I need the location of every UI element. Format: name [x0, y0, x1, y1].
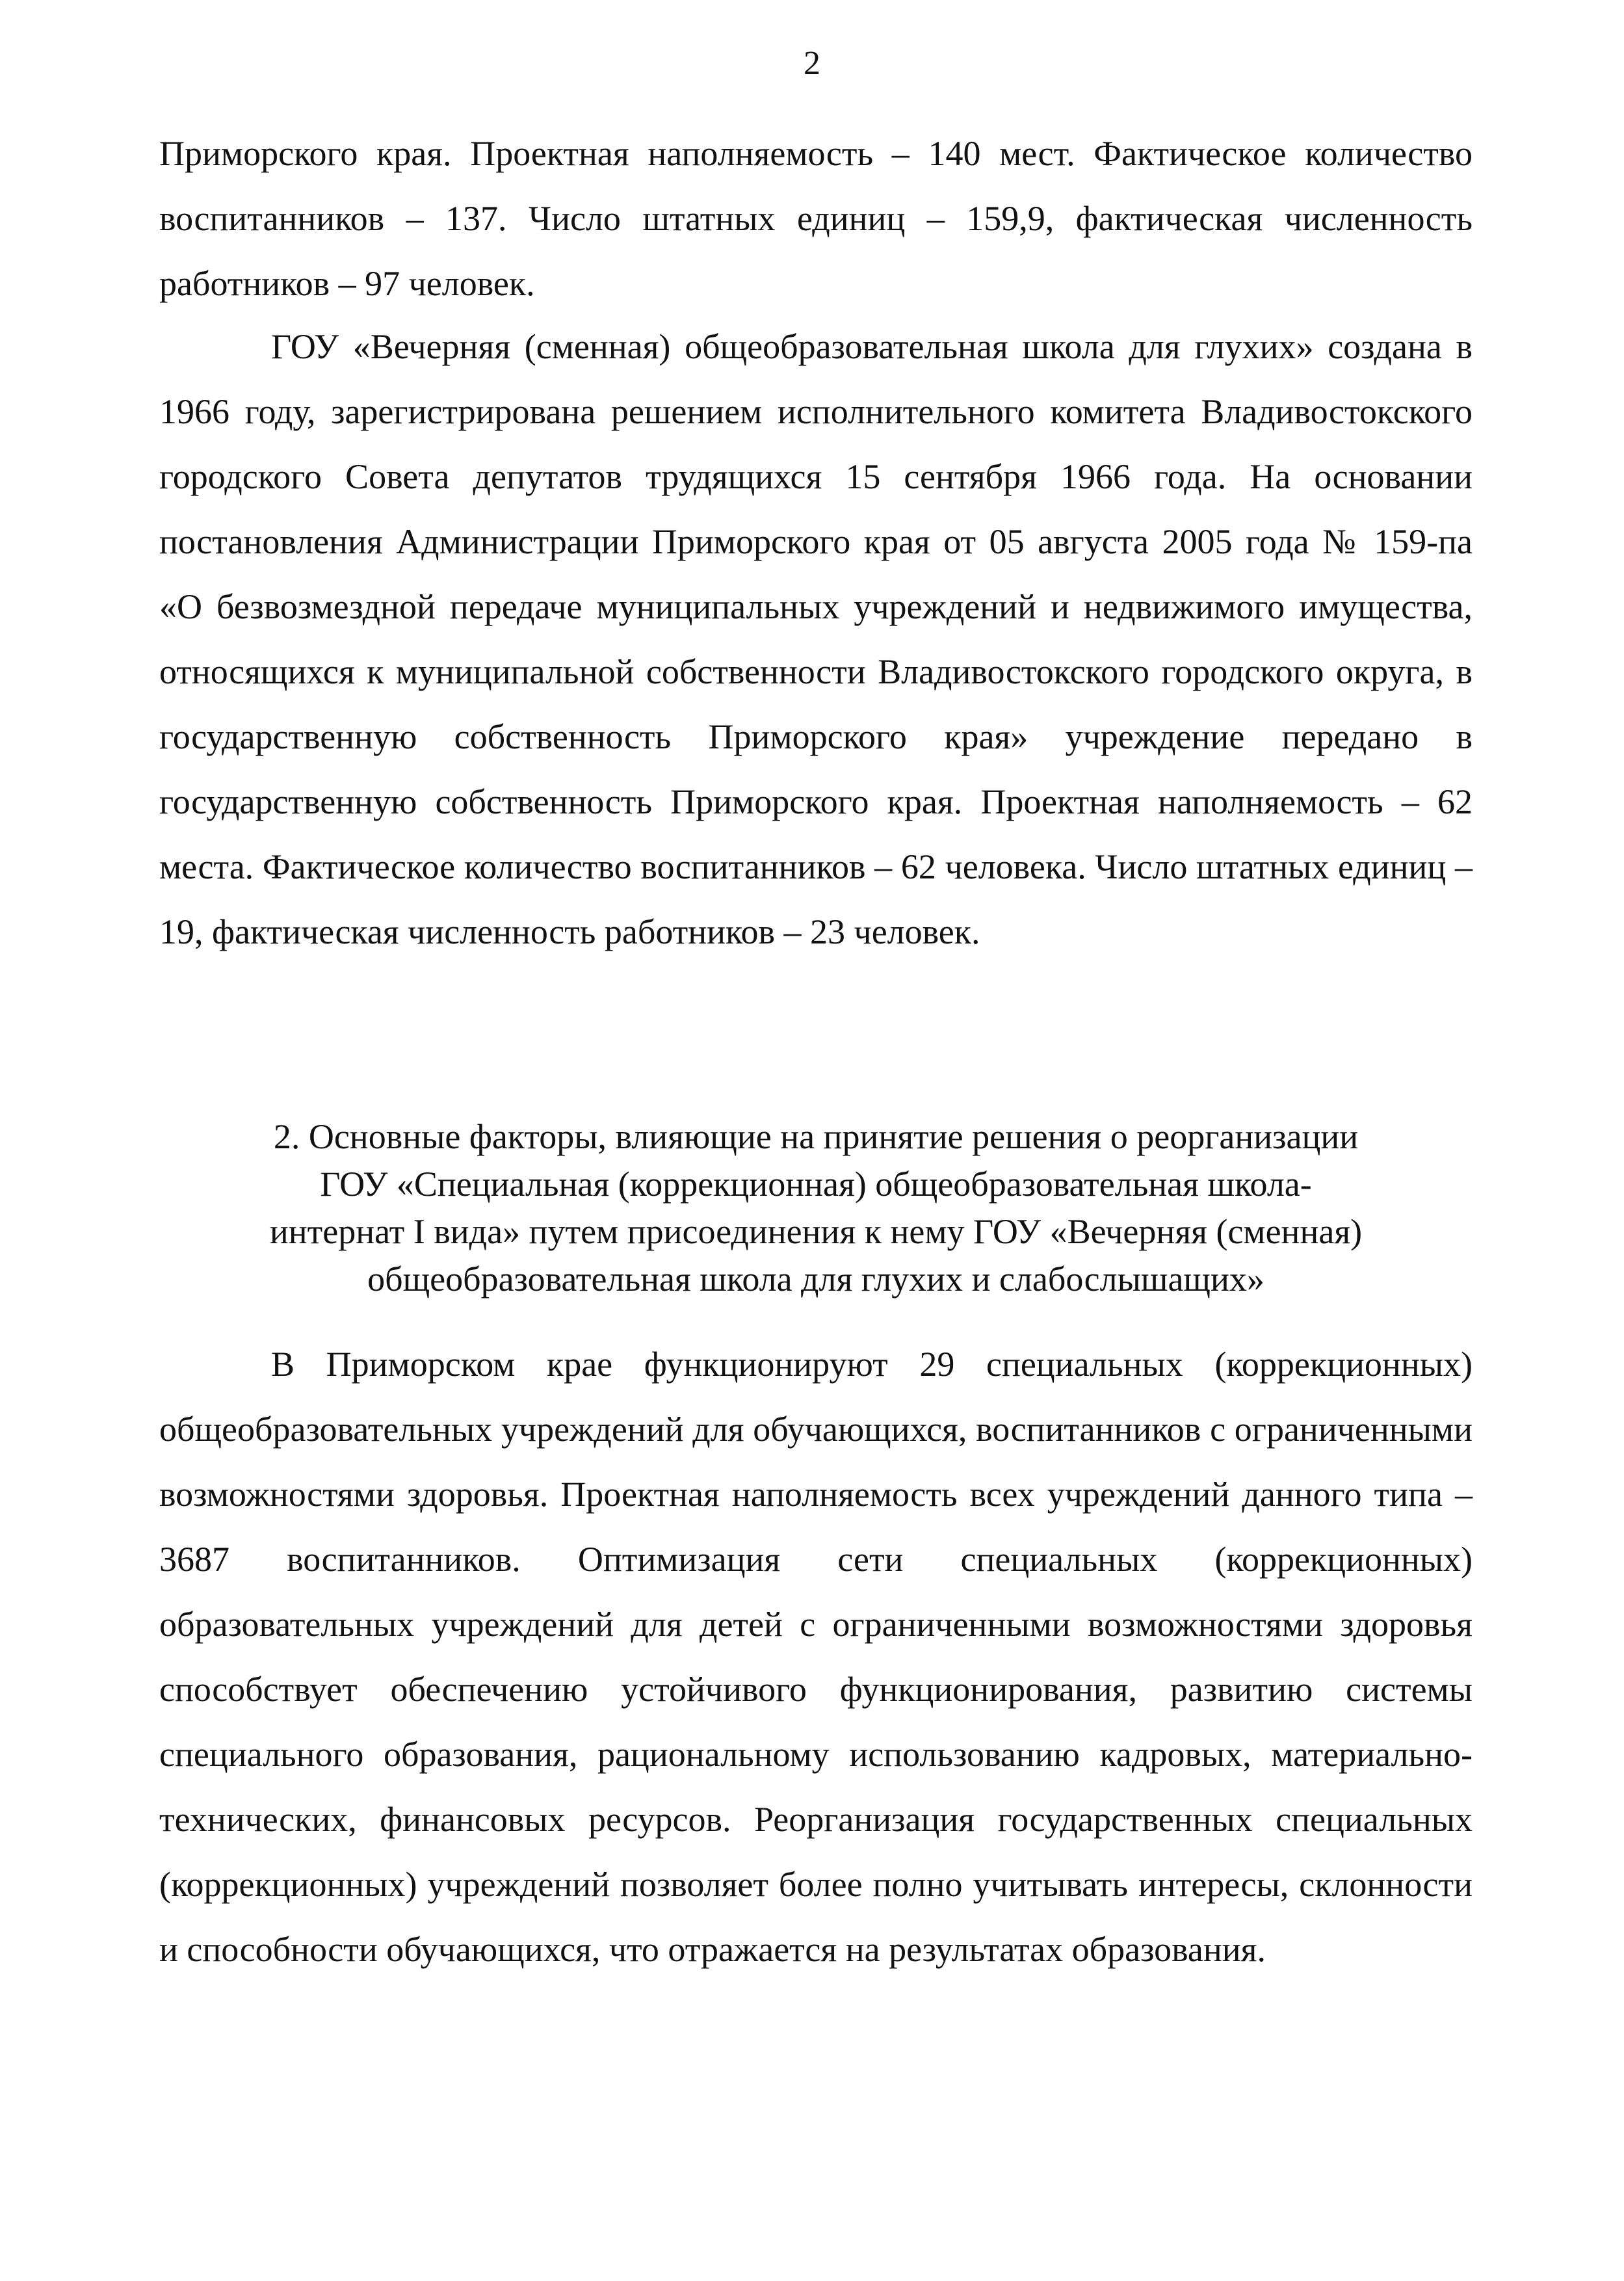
- paragraph-1: Приморского края. Проектная наполняемость – 140 мест. Фактическое количество воспитанников – 137. Число штатных единиц – 159,9, фактическая численность работников – 97 человек.: [159, 134, 1473, 303]
- section-heading-line: интернат I вида» путем присоединения к нему ГОУ «Вечерняя (сменная): [269, 1212, 1363, 1251]
- section-heading: [159, 1113, 1473, 1303]
- section-heading-line: ГОУ «Специальная (коррекционная) общеобразовательная школа-: [320, 1165, 1312, 1204]
- paragraph-3: В Приморском крае функционируют 29 специальных (коррекционных) общеобразовательных учреждений для обучающихся, воспитанников с ограниченными возможностями здоровья. Проектная наполняемость всех учреждений данного типа – 3687 воспитанников. Оптимизация сети специальных (коррекционных) образовательных учреждений для детей с ограниченными возможностями здоровья способствует обеспечению устойчивого функционирования, развитию системы специального образования, рациональному использованию кадровых, материально-технических, финансовых ресурсов. Реорганизация государственных специальных (коррекционных) учреждений позволяет более полно учитывать интересы, склонности и способности обучающихся, что отражается на результатах образования.: [159, 1345, 1473, 1969]
- page-number: 2: [804, 45, 820, 82]
- paragraph-2: ГОУ «Вечерняя (сменная) общеобразовательная школа для глухих» создана в 1966 году, зарегистрирована решением исполнительного комитета Владивостокского городского Совета депутатов трудящихся 15 сентября 1966 года. На основании постановления Администрации Приморского края от 05 августа 2005 года № 159-па «О безвозмездной передаче муниципальных учреждений и недвижимого имущества, относящихся к муниципальной собственности Владивостокского городского округа, в государственную собственность Приморского края» учреждение передано в государственную собственность Приморского края. Проектная наполняемость – 62 места. Фактическое количество воспитанников – 62 человека. Число штатных единиц – 19, фактическая численность работников – 23 человек.: [159, 327, 1473, 951]
- section-heading-line: 2. Основные факторы, влияющие на принятие решения о реорганизации: [273, 1117, 1359, 1156]
- section-heading-line: общеобразовательная школа для глухих и слабослышащих»: [367, 1259, 1264, 1299]
